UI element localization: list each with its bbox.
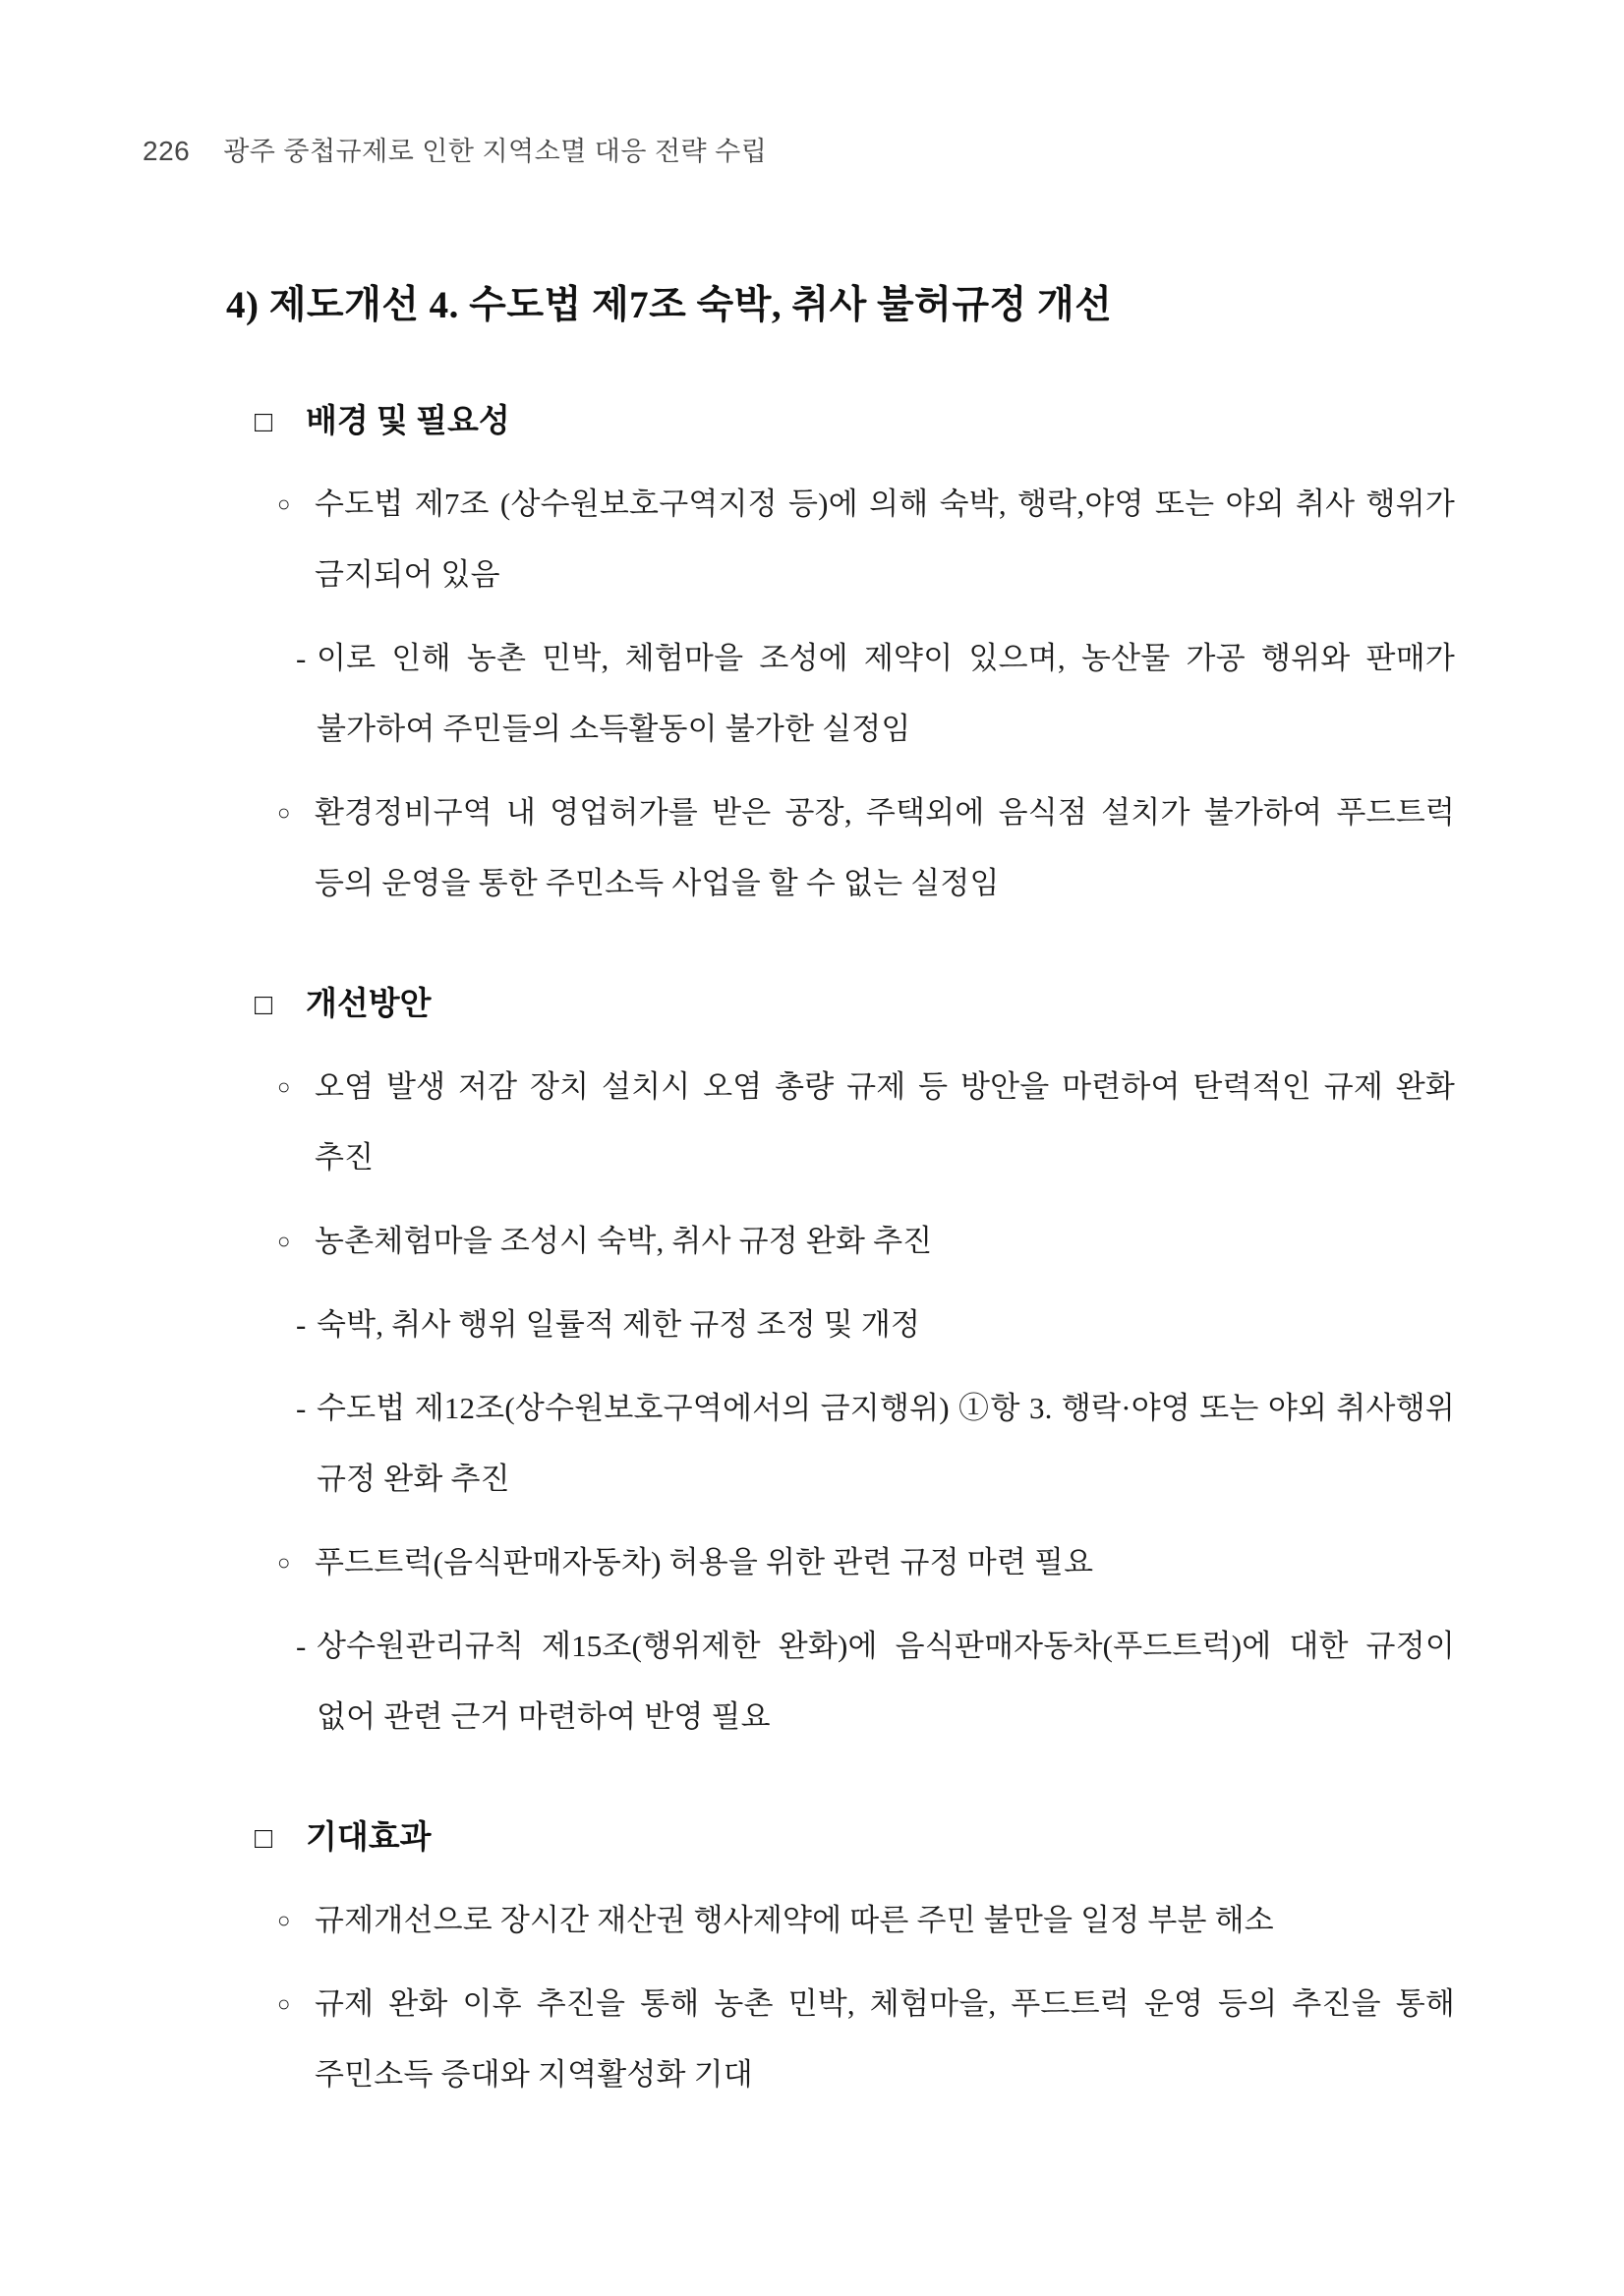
section-items (143, 1885, 1455, 2110)
item-text: 오염 발생 저감 장치 설치시 오염 총량 규제 등 방안을 마련하여 탄력적인 규제 완화 추진 (315, 1069, 1455, 1175)
running-header (143, 136, 1455, 167)
item-text: 규제개선으로 장시간 재산권 행사제약에 따른 주민 불만을 일정 부분 해소 (315, 1903, 1274, 1937)
circle-bullet-icon: ○ (277, 1550, 291, 1575)
section-improvement-plan (143, 974, 1455, 1752)
section-items (143, 469, 1455, 919)
list-item (277, 1052, 1455, 1193)
section-heading-label: 기대효과 (306, 1820, 432, 1856)
list-item (277, 1969, 1455, 2110)
list-item (277, 777, 1455, 919)
running-header-title: 광주 중첩규제로 인한 지역소멸 대응 전략 수립 (223, 137, 768, 166)
section-heading (255, 391, 1455, 453)
section-expected-effects (143, 1808, 1455, 2110)
page-number: 226 (143, 136, 191, 166)
section-heading-label: 배경 및 필요성 (306, 404, 510, 439)
item-text: 농촌체험마을 조성시 숙박, 취사 규정 완화 추진 (315, 1224, 933, 1258)
section-heading (255, 974, 1455, 1036)
circle-bullet-icon: ○ (277, 491, 291, 516)
item-text: 푸드트럭(음식판매자동차) 허용을 위한 관련 규정 마련 필요 (315, 1545, 1094, 1579)
circle-bullet-icon: ○ (277, 1074, 291, 1099)
list-item (296, 1611, 1455, 1752)
dash-bullet-icon: - (296, 641, 307, 675)
square-bullet-icon: □ (255, 406, 273, 438)
circle-bullet-icon: ○ (277, 1229, 291, 1253)
circle-bullet-icon: ○ (277, 1991, 291, 2016)
list-item (277, 469, 1455, 610)
section-heading (255, 1808, 1455, 1869)
section-heading-label: 개선방안 (306, 987, 432, 1022)
square-bullet-icon: □ (255, 989, 273, 1021)
item-text: 규제 완화 이후 추진을 통해 농촌 민박, 체험마을, 푸드트럭 운영 등의 추진을 통해 주민소득 증대와 지역활성화 기대 (315, 1986, 1455, 2092)
item-text: 환경정비구역 내 영업허가를 받은 공장, 주택외에 음식점 설치가 불가하여 푸드트럭 등의 운영을 통한 주민소득 사업을 할 수 없는 실정임 (315, 795, 1455, 900)
item-text: 수도법 제12조(상수원보호구역에서의 금지행위) ①항 3. 행락·야영 또는 야외 취사행위 규정 완화 추진 (317, 1391, 1455, 1496)
section-items (143, 1052, 1455, 1752)
item-text: 이로 인해 농촌 민박, 체험마을 조성에 제약이 있으며, 농산물 가공 행위와 판매가 불가하여 주민들의 소득활동이 불가한 실정임 (317, 641, 1455, 746)
list-item (277, 1206, 1455, 1277)
dash-bullet-icon: - (296, 1629, 307, 1663)
item-text: 수도법 제7조 (상수원보호구역지정 등)에 의해 숙박, 행락,야영 또는 야외 취사 행위가 금지되어 있음 (315, 487, 1455, 592)
circle-bullet-icon: ○ (277, 800, 291, 825)
section-background (143, 391, 1455, 919)
list-item (277, 1527, 1455, 1598)
dash-bullet-icon: - (296, 1307, 307, 1342)
circle-bullet-icon: ○ (277, 1908, 291, 1932)
list-item (296, 623, 1455, 765)
list-item (277, 1885, 1455, 1956)
dash-bullet-icon: - (296, 1391, 307, 1425)
page-title: 4) 제도개선 4. 수도법 제7조 숙박, 취사 불허규정 개선 (226, 284, 1113, 326)
item-text: 상수원관리규칙 제15조(행위제한 완화)에 음식판매자동차(푸드트럭)에 대한 규정이 없어 관련 근거 마련하여 반영 필요 (317, 1629, 1455, 1734)
list-item (296, 1373, 1455, 1515)
list-item (296, 1290, 1455, 1360)
item-text: 숙박, 취사 행위 일률적 제한 규정 조정 및 개정 (317, 1307, 921, 1342)
square-bullet-icon: □ (255, 1822, 273, 1855)
